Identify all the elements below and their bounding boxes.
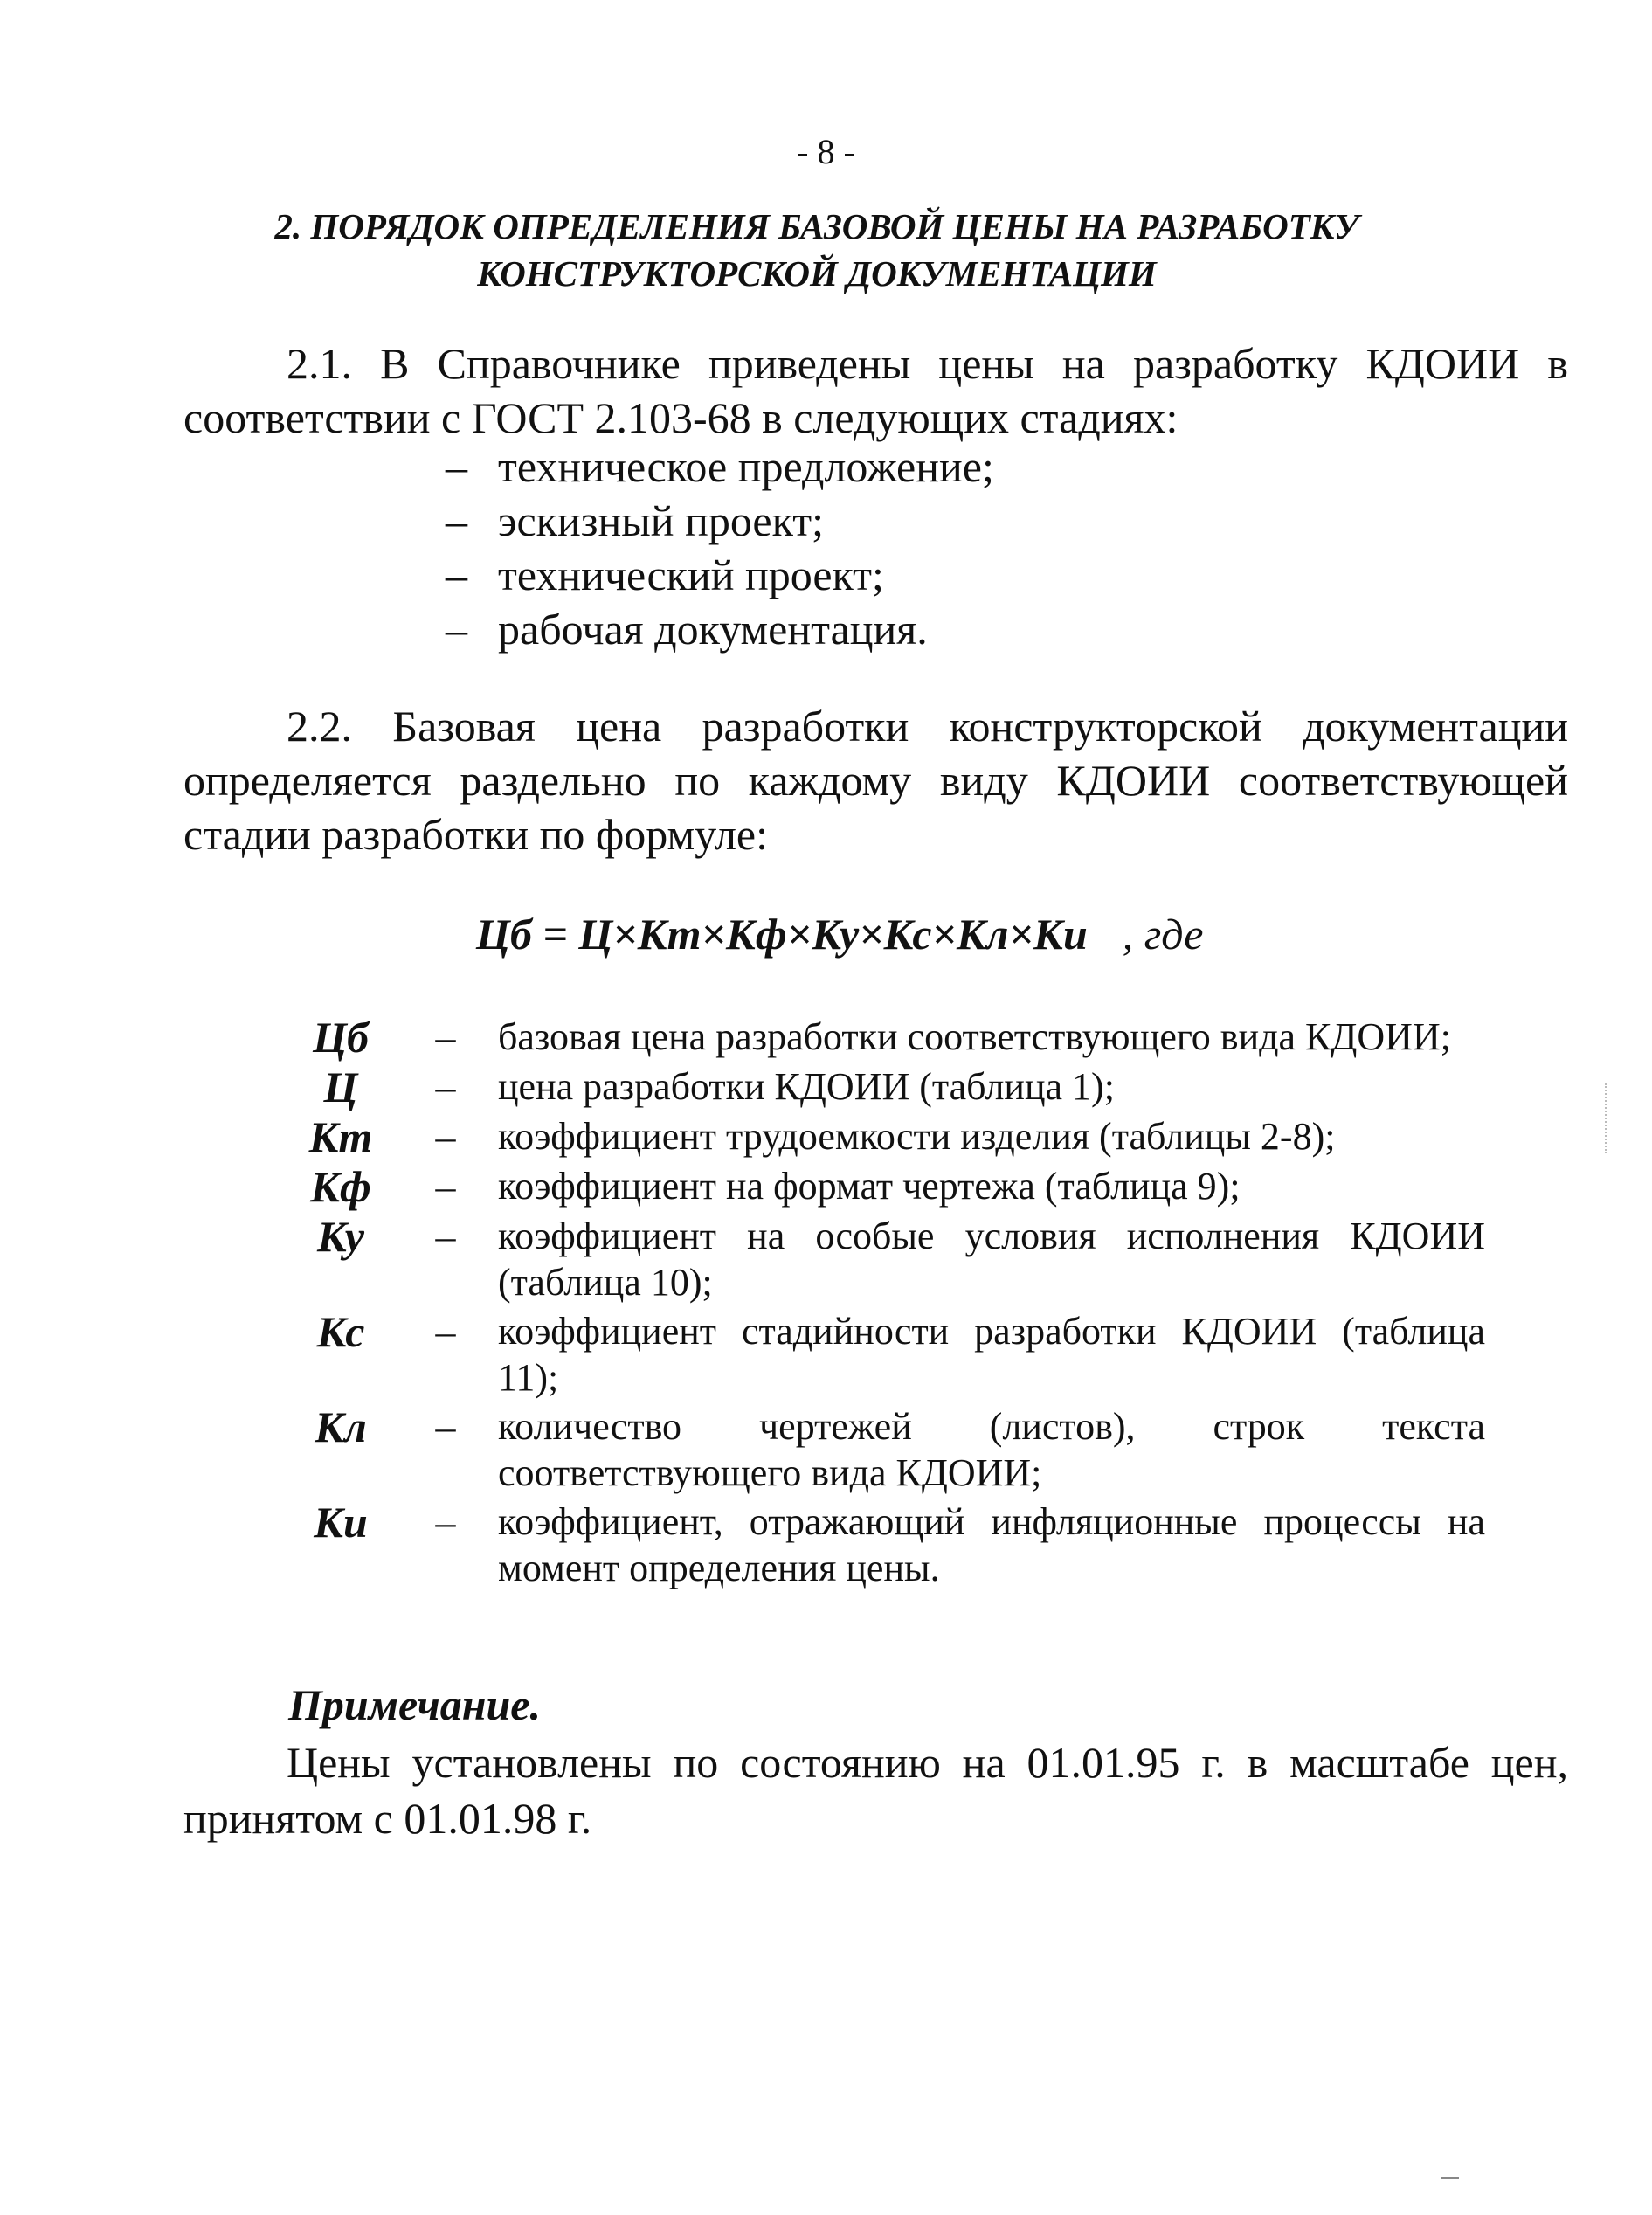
list-dash: – [446, 496, 467, 545]
note-text-block [183, 1734, 1568, 1846]
list-item [446, 602, 994, 656]
price-formula [476, 909, 1203, 959]
definition-row [288, 1499, 1485, 1591]
definition-row [288, 1163, 1485, 1210]
definition-symbol: Кс [316, 1307, 365, 1356]
paragraph-2-2-text: 2.2. Базовая цена разработки конструкторской документации определяется раздельно по каждому виду КДОИИ соответствующей стадии разработки по формуле: [183, 702, 1568, 859]
scan-artifact [1605, 1083, 1608, 1153]
definition-dash: – [435, 1064, 456, 1109]
page-number: - 8 - [797, 132, 855, 171]
definition-dash: – [435, 1014, 456, 1059]
note-text: Цены установлены по состоянию на 01.01.95 г. в масштабе цен, принятом с 01.01.98 г. [183, 1738, 1568, 1843]
definition-dash: – [435, 1214, 456, 1258]
definition-symbol: Цб [313, 1013, 369, 1062]
section-heading [175, 203, 1459, 297]
list-item [446, 548, 994, 602]
heading-line-1: 2. ПОРЯДОК ОПРЕДЕЛЕНИЯ БАЗОВОЙ ЦЕНЫ НА РАЗРАБОТКУ [274, 206, 1359, 246]
definition-text: коэффициент трудоемкости изделия (таблицы 2-8); [498, 1115, 1336, 1158]
list-dash: – [446, 550, 467, 599]
formula-expression: Цб = Ц×Кт×Кф×Ку×Кс×Кл×Ки [476, 910, 1088, 959]
list-item-text: техническое предложение; [498, 442, 994, 491]
list-item [446, 440, 994, 494]
definition-text: цена разработки КДОИИ (таблица 1); [498, 1065, 1115, 1108]
note-title: Примечание. [288, 1680, 541, 1729]
list-item [446, 494, 994, 548]
definition-text: коэффициент на формат чертежа (таблица 9); [498, 1165, 1241, 1208]
definition-row [288, 1113, 1485, 1160]
list-item-text: технический проект; [498, 550, 884, 599]
list-dash: – [446, 605, 467, 654]
symbol-definitions [288, 1014, 1485, 1594]
definition-text: количество чертежей (листов), строк текста соответствующего вида КДОИИ; [498, 1405, 1485, 1494]
definition-dash: – [435, 1164, 456, 1208]
definition-symbol: Ку [317, 1212, 364, 1261]
scan-mark [1441, 2177, 1459, 2179]
definition-row [288, 1403, 1485, 1496]
definition-text: коэффициент на особые условия исполнения КДОИИ (таблица 10); [498, 1215, 1485, 1304]
list-item-text: эскизный проект; [498, 496, 824, 545]
definition-text: коэффициент, отражающий инфляционные процессы на момент определения цены. [498, 1500, 1485, 1589]
stages-list [446, 440, 994, 656]
definition-row [288, 1213, 1485, 1305]
definition-dash: – [435, 1114, 456, 1159]
definition-text: коэффициент стадийности разработки КДОИИ (таблица 11); [498, 1310, 1485, 1399]
definition-row [288, 1308, 1485, 1401]
paragraph-2-1 [183, 336, 1568, 445]
list-dash: – [446, 442, 467, 491]
definition-dash: – [435, 1499, 456, 1544]
definition-text: базовая цена разработки соответствующего вида КДОИИ; [498, 1015, 1451, 1058]
definition-dash: – [435, 1309, 456, 1353]
definition-row [288, 1063, 1485, 1111]
paragraph-2-2 [183, 699, 1568, 862]
list-item-text: рабочая документация. [498, 605, 928, 654]
definition-symbol: Кф [310, 1162, 371, 1211]
definition-symbol: Кт [308, 1112, 373, 1161]
heading-line-2: КОНСТРУКТОРСКОЙ ДОКУМЕНТАЦИИ [477, 253, 1157, 294]
definition-dash: – [435, 1404, 456, 1449]
paragraph-2-1-text: 2.1. В Справочнике приведены цены на разработку КДОИИ в соответствии с ГОСТ 2.103-68 в следующих стадиях: [183, 339, 1568, 442]
definition-symbol: Ки [314, 1498, 368, 1547]
definition-symbol: Кл [315, 1402, 367, 1451]
definition-symbol: Ц [323, 1063, 358, 1111]
definition-row [288, 1014, 1485, 1061]
formula-suffix: , где [1122, 910, 1204, 959]
